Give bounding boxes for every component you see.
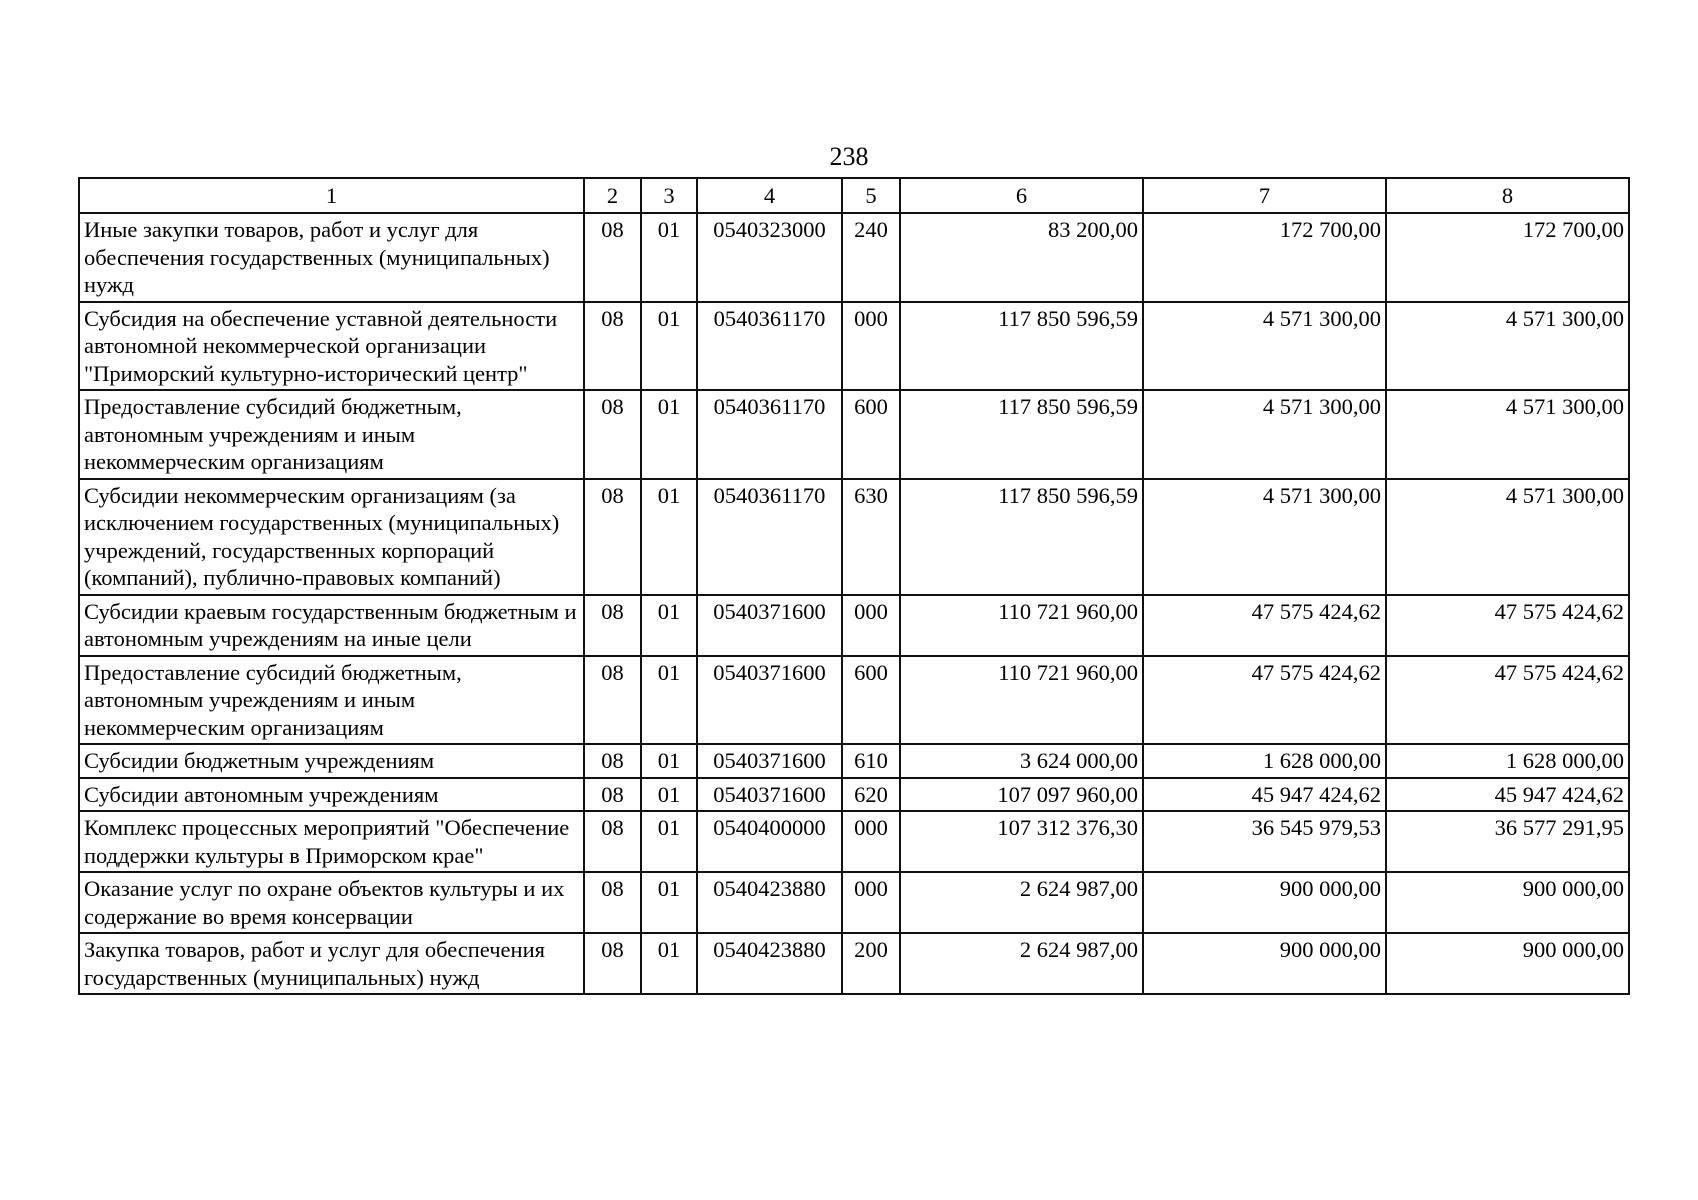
row-amount-col7: 45 947 424,62 bbox=[1143, 778, 1386, 812]
column-header: 6 bbox=[900, 178, 1143, 213]
row-expense-type: 000 bbox=[842, 302, 900, 391]
row-subsection: 01 bbox=[641, 479, 697, 595]
row-amount-col6: 83 200,00 bbox=[900, 213, 1143, 302]
row-section: 08 bbox=[584, 872, 641, 933]
row-amount-col7: 4 571 300,00 bbox=[1143, 479, 1386, 595]
column-header: 2 bbox=[584, 178, 641, 213]
table-row bbox=[79, 933, 1629, 994]
table-row bbox=[79, 656, 1629, 745]
column-header: 5 bbox=[842, 178, 900, 213]
row-amount-col8: 172 700,00 bbox=[1386, 213, 1629, 302]
row-amount-col8: 45 947 424,62 bbox=[1386, 778, 1629, 812]
row-amount-col8: 900 000,00 bbox=[1386, 933, 1629, 994]
row-subsection: 01 bbox=[641, 933, 697, 994]
row-amount-col7: 47 575 424,62 bbox=[1143, 595, 1386, 656]
row-amount-col6: 110 721 960,00 bbox=[900, 595, 1143, 656]
row-expense-type: 200 bbox=[842, 933, 900, 994]
row-amount-col6: 2 624 987,00 bbox=[900, 872, 1143, 933]
row-name: Предоставление субсидий бюджетным, автономным учреждениям и иным некоммерческим организациям bbox=[79, 656, 584, 745]
table-row bbox=[79, 213, 1629, 302]
row-amount-col7: 4 571 300,00 bbox=[1143, 390, 1386, 479]
row-target-code: 0540361170 bbox=[697, 302, 842, 391]
row-section: 08 bbox=[584, 595, 641, 656]
row-amount-col6: 117 850 596,59 bbox=[900, 302, 1143, 391]
row-subsection: 01 bbox=[641, 778, 697, 812]
row-subsection: 01 bbox=[641, 872, 697, 933]
row-section: 08 bbox=[584, 213, 641, 302]
column-header: 8 bbox=[1386, 178, 1629, 213]
row-amount-col8: 36 577 291,95 bbox=[1386, 811, 1629, 872]
row-amount-col8: 900 000,00 bbox=[1386, 872, 1629, 933]
row-section: 08 bbox=[584, 302, 641, 391]
row-expense-type: 600 bbox=[842, 390, 900, 479]
row-amount-col7: 172 700,00 bbox=[1143, 213, 1386, 302]
row-amount-col8: 47 575 424,62 bbox=[1386, 595, 1629, 656]
column-header: 7 bbox=[1143, 178, 1386, 213]
row-amount-col7: 900 000,00 bbox=[1143, 933, 1386, 994]
row-target-code: 0540423880 bbox=[697, 933, 842, 994]
column-header: 1 bbox=[79, 178, 584, 213]
row-section: 08 bbox=[584, 479, 641, 595]
row-expense-type: 000 bbox=[842, 595, 900, 656]
row-subsection: 01 bbox=[641, 744, 697, 778]
table-row bbox=[79, 811, 1629, 872]
row-amount-col7: 4 571 300,00 bbox=[1143, 302, 1386, 391]
row-amount-col7: 1 628 000,00 bbox=[1143, 744, 1386, 778]
table-row bbox=[79, 479, 1629, 595]
row-name: Субсидии автономным учреждениям bbox=[79, 778, 584, 812]
row-amount-col8: 4 571 300,00 bbox=[1386, 390, 1629, 479]
row-target-code: 0540423880 bbox=[697, 872, 842, 933]
row-amount-col8: 4 571 300,00 bbox=[1386, 302, 1629, 391]
row-target-code: 0540371600 bbox=[697, 595, 842, 656]
page-number: 238 bbox=[829, 142, 869, 171]
row-amount-col6: 110 721 960,00 bbox=[900, 656, 1143, 745]
row-expense-type: 240 bbox=[842, 213, 900, 302]
row-subsection: 01 bbox=[641, 595, 697, 656]
row-amount-col7: 900 000,00 bbox=[1143, 872, 1386, 933]
row-expense-type: 610 bbox=[842, 744, 900, 778]
row-amount-col6: 107 097 960,00 bbox=[900, 778, 1143, 812]
row-target-code: 0540371600 bbox=[697, 656, 842, 745]
row-amount-col6: 2 624 987,00 bbox=[900, 933, 1143, 994]
row-name: Субсидии бюджетным учреждениям bbox=[79, 744, 584, 778]
row-name: Субсидии краевым государственным бюджетным и автономным учреждениям на иные цели bbox=[79, 595, 584, 656]
row-target-code: 0540361170 bbox=[697, 390, 842, 479]
row-section: 08 bbox=[584, 778, 641, 812]
row-amount-col7: 47 575 424,62 bbox=[1143, 656, 1386, 745]
row-name: Комплекс процессных мероприятий "Обеспечение поддержки культуры в Приморском крае" bbox=[79, 811, 584, 872]
row-expense-type: 600 bbox=[842, 656, 900, 745]
row-subsection: 01 bbox=[641, 656, 697, 745]
row-amount-col8: 1 628 000,00 bbox=[1386, 744, 1629, 778]
row-target-code: 0540371600 bbox=[697, 778, 842, 812]
row-target-code: 0540323000 bbox=[697, 213, 842, 302]
column-header: 4 bbox=[697, 178, 842, 213]
row-subsection: 01 bbox=[641, 390, 697, 479]
row-subsection: 01 bbox=[641, 811, 697, 872]
row-section: 08 bbox=[584, 744, 641, 778]
table-row bbox=[79, 390, 1629, 479]
row-subsection: 01 bbox=[641, 302, 697, 391]
column-header: 3 bbox=[641, 178, 697, 213]
row-expense-type: 630 bbox=[842, 479, 900, 595]
row-subsection: 01 bbox=[641, 213, 697, 302]
row-amount-col6: 107 312 376,30 bbox=[900, 811, 1143, 872]
budget-table bbox=[78, 177, 1630, 995]
row-section: 08 bbox=[584, 390, 641, 479]
row-target-code: 0540361170 bbox=[697, 479, 842, 595]
row-name: Оказание услуг по охране объектов культуры и их содержание во время консервации bbox=[79, 872, 584, 933]
row-section: 08 bbox=[584, 656, 641, 745]
row-section: 08 bbox=[584, 933, 641, 994]
row-name: Субсидия на обеспечение уставной деятельности автономной некоммерческой организации "Приморский культурно-исторический центр" bbox=[79, 302, 584, 391]
row-amount-col6: 117 850 596,59 bbox=[900, 390, 1143, 479]
row-amount-col6: 117 850 596,59 bbox=[900, 479, 1143, 595]
row-amount-col8: 4 571 300,00 bbox=[1386, 479, 1629, 595]
row-expense-type: 620 bbox=[842, 778, 900, 812]
table-row bbox=[79, 302, 1629, 391]
row-target-code: 0540371600 bbox=[697, 744, 842, 778]
row-target-code: 0540400000 bbox=[697, 811, 842, 872]
table-row bbox=[79, 872, 1629, 933]
table-row bbox=[79, 744, 1629, 778]
header-row bbox=[79, 178, 1629, 213]
row-name: Иные закупки товаров, работ и услуг для обеспечения государственных (муниципальных) нужд bbox=[79, 213, 584, 302]
row-amount-col6: 3 624 000,00 bbox=[900, 744, 1143, 778]
row-name: Предоставление субсидий бюджетным, автономным учреждениям и иным некоммерческим организациям bbox=[79, 390, 584, 479]
row-expense-type: 000 bbox=[842, 811, 900, 872]
row-name: Субсидии некоммерческим организациям (за исключением государственных (муниципальных) учреждений, государственных корпораций (компаний), публично-правовых компаний) bbox=[79, 479, 584, 595]
row-name: Закупка товаров, работ и услуг для обеспечения государственных (муниципальных) нужд bbox=[79, 933, 584, 994]
table-row bbox=[79, 595, 1629, 656]
row-expense-type: 000 bbox=[842, 872, 900, 933]
row-section: 08 bbox=[584, 811, 641, 872]
row-amount-col8: 47 575 424,62 bbox=[1386, 656, 1629, 745]
row-amount-col7: 36 545 979,53 bbox=[1143, 811, 1386, 872]
table-row bbox=[79, 778, 1629, 812]
